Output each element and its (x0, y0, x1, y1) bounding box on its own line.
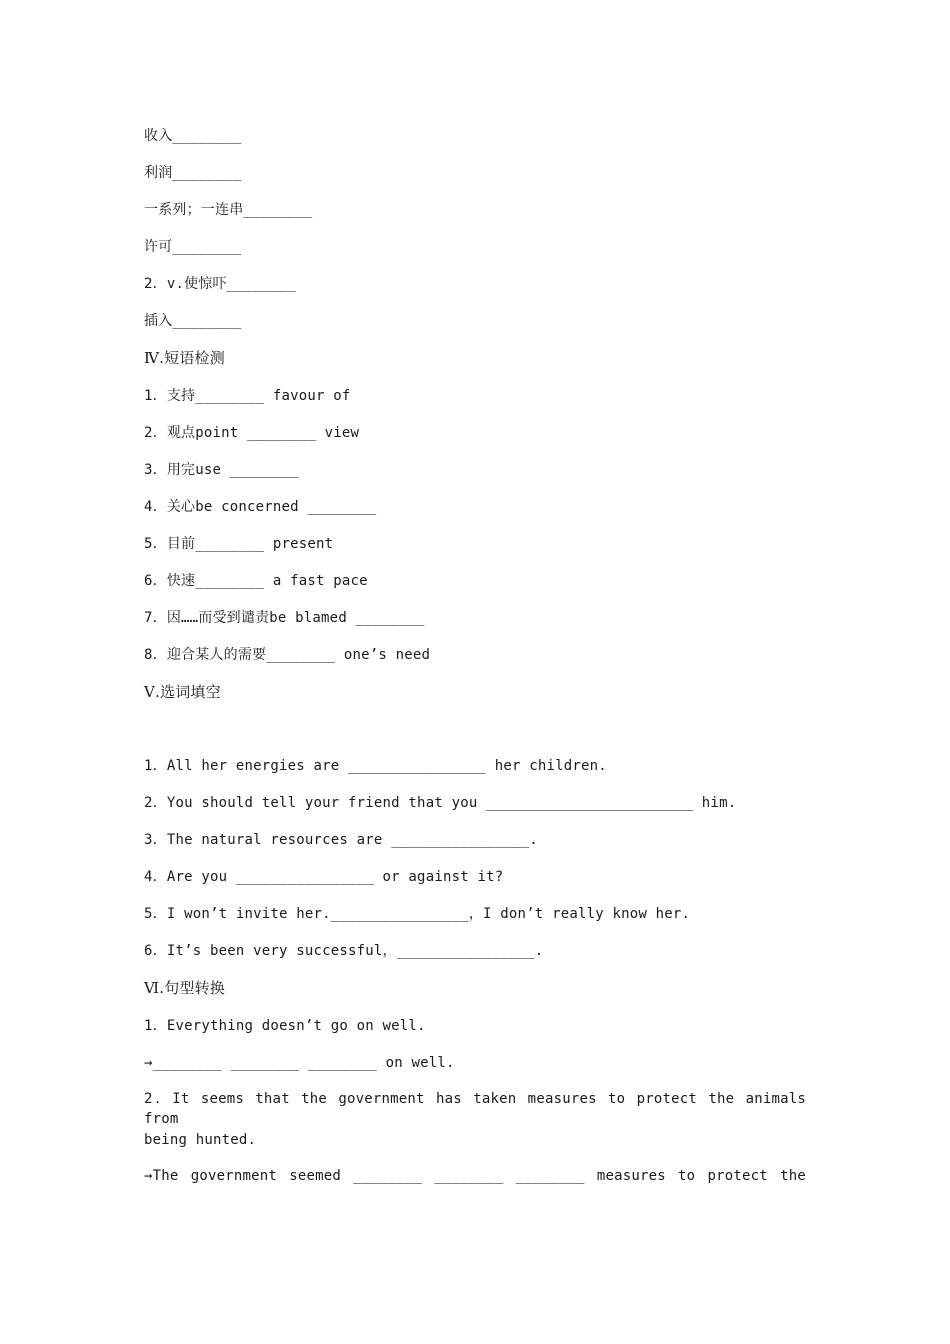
vocab-item-permission: 许可________ (144, 239, 242, 255)
phrase-item-1: 1．支持________ favour of (144, 388, 351, 404)
vocab-item-series: 一系列；一连串________ (144, 202, 313, 218)
phrase-item-7: 7．因……而受到谴责be blamed ________ (144, 610, 425, 626)
vocab-item-profit: 利润________ (144, 165, 242, 181)
phrase-item-5: 5．目前________ present (144, 536, 334, 552)
transform-item-2-source-line2: being hunted. (144, 1132, 257, 1148)
transform-item-2-source-line1: 2．It seems that the government has taken measures to protect the animals from (144, 1091, 806, 1127)
vocab-item-insert: 插入________ (144, 313, 242, 329)
fill-blank-item-5: 5．I won’t invite her.________________，I don’t really know her. (144, 906, 691, 922)
phrase-item-6: 6．快速________ a fast pace (144, 573, 368, 589)
transform-item-1-answer: →________ ________ ________ on well. (144, 1055, 455, 1071)
phrase-item-8: 8．迎合某人的需要________ one’s need (144, 647, 431, 663)
fill-blank-item-2: 2．You should tell your friend that you ________________________ him. (144, 795, 737, 811)
fill-blank-item-1: 1．All her energies are ________________ her children. (144, 758, 607, 774)
section-heading-sentence-transform: Ⅵ.句型转换 (144, 979, 226, 997)
section-heading-phrases: Ⅳ.短语检测 (144, 349, 225, 367)
section-heading-word-choice: Ⅴ.选词填空 (144, 683, 221, 701)
fill-blank-item-4: 4．Are you ________________ or against it? (144, 869, 504, 885)
phrase-item-2: 2．观点point ________ view (144, 425, 360, 441)
fill-blank-item-6: 6．It’s been very successful，________________. (144, 943, 544, 959)
transform-item-1-source: 1．Everything doesn’t go on well. (144, 1018, 426, 1034)
vocab-item-income: 收入________ (144, 128, 242, 144)
phrase-item-4: 4．关心be concerned ________ (144, 499, 377, 515)
vocab-item-frighten: 2．v.使惊吓________ (144, 276, 296, 292)
fill-blank-item-3: 3．The natural resources are ________________. (144, 832, 538, 848)
phrase-item-3: 3．用完use ________ (144, 462, 299, 478)
transform-item-2-answer: →The government seemed ________ ________ ________ measures to protect the (144, 1168, 806, 1184)
